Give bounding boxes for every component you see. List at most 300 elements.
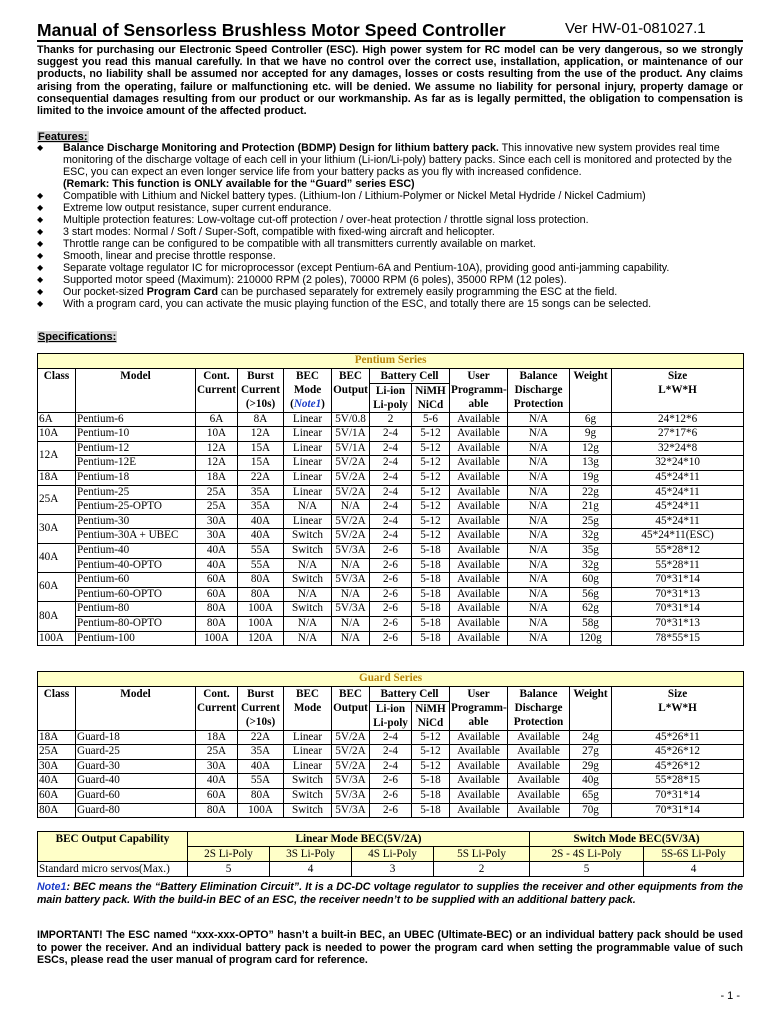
cell-burst-current: 35A [238,745,284,760]
cell-liion: 2-6 [370,573,412,588]
cell-liion: 2-4 [370,759,412,774]
cell-model: Pentium-60-OPTO [76,587,196,602]
feature-item [37,238,747,250]
cell-user-programmable: Available [450,427,508,442]
cell-bec-mode: Switch [284,573,332,588]
hdr-text: Burst [247,369,274,382]
cell-weight: 13g [570,456,612,471]
cell-bec-mode: Switch [284,803,332,818]
cell-liion: 2-4 [370,514,412,529]
cell-nimh: 5-12 [412,441,450,456]
cell-bec-mode: Linear [284,427,332,442]
feature-text: Separate voltage regulator IC for microprocessor (except Pentium-6A and Pentium-10A), providing good anti-jamming capability. [63,262,670,274]
cell-bec-mode: Linear [284,730,332,745]
hdr-text: (>10s) [245,397,276,410]
table-row [38,616,744,631]
bullet-icon: ◆ [37,203,44,212]
cell-nimh: 5-12 [412,745,450,760]
cell-bec-output: 5V/2A [332,470,370,485]
bec-linear-title: Linear Mode BEC(5V/2A) [188,832,530,847]
table-row [38,730,744,745]
cell-cont-current: 12A [196,441,238,456]
cell-bec-output: 5V/1A [332,427,370,442]
bullet-icon: ◆ [37,215,44,224]
cell-bec-mode: Linear [284,514,332,529]
bec-value: 4 [270,862,352,877]
cell-burst-current: 35A [238,500,284,515]
pentium-spec-table [37,353,744,646]
hdr-text: Discharge [514,383,563,396]
cell-bec-mode: Switch [284,774,332,789]
cell-balance: N/A [508,427,570,442]
features-heading: Features: [38,131,88,143]
cell-class: 18A [38,730,76,745]
hdr-text: Output [333,383,368,396]
cell-balance: N/A [508,573,570,588]
cell-weight: 9g [570,427,612,442]
table-row [38,412,744,427]
cell-bec-mode: Switch [284,602,332,617]
hdr-text: BEC [295,369,319,382]
cell-burst-current: 15A [238,441,284,456]
cell-size: 45*24*11 [612,514,744,529]
table-row [38,485,744,500]
hdr-text: Size [667,369,688,382]
cell-liion: 2-4 [370,427,412,442]
cell-burst-current: 40A [238,759,284,774]
cell-size: 70*31*14 [612,788,744,803]
cell-liion: 2-4 [370,730,412,745]
col-header-bec-mode [284,368,332,412]
note1-ref: Note1 [293,397,322,410]
cell-cont-current: 60A [196,788,238,803]
feature-bold: Balance Discharge Monitoring and Protection (BDMP) Design for lithium battery pack. [63,142,499,154]
feature-item [37,298,747,310]
bullet-icon: ◆ [37,191,44,200]
cell-user-programmable: Available [450,573,508,588]
cell-liion: 2-4 [370,500,412,515]
cell-bec-output: 5V/3A [332,573,370,588]
cell-liion: 2-6 [370,587,412,602]
note1-text: : BEC means the “Battery Elimination Circuit”. It is a DC-DC voltage regulator to supplies the receiver and other equipments from the main battery pack. With the build-in BEC of an ESC, the receiver needn’t to be supplied with an additional battery pack. [37,881,743,906]
cell-bec-mode: N/A [284,558,332,573]
cell-model: Guard-80 [76,803,196,818]
cell-user-programmable: Available [450,485,508,500]
hdr-text: Mode [293,701,322,714]
cell-weight: 24g [570,730,612,745]
specifications-heading: Specifications: [38,331,117,343]
cell-size: 45*26*12 [612,759,744,774]
cell-nimh: 5-12 [412,470,450,485]
cell-bec-mode: Linear [284,456,332,471]
cell-model: Guard-30 [76,759,196,774]
cell-weight: 120g [570,631,612,646]
cell-class: 40A [38,774,76,789]
cell-class: 18A [38,470,76,485]
bec-switch-title: Switch Mode BEC(5V/3A) [530,832,744,847]
cell-model: Pentium-30A + UBEC [76,529,196,544]
feature-item [37,202,747,214]
feature-item [37,250,747,262]
cell-cont-current: 25A [196,485,238,500]
cell-liion: 2-6 [370,558,412,573]
cell-bec-output: N/A [332,500,370,515]
cell-cont-current: 60A [196,587,238,602]
cell-cont-current: 6A [196,412,238,427]
cell-bec-mode: Linear [284,441,332,456]
hdr-text: Protection [513,397,564,410]
cell-bec-output: 5V/0.8 [332,412,370,427]
hdr-text: L*W*H [658,383,697,396]
cell-balance: Available [508,759,570,774]
col-header-size [612,368,744,412]
cell-weight: 32g [570,558,612,573]
cell-bec-mode: Switch [284,788,332,803]
bec-title: BEC Output Capability [38,832,188,862]
feature-item [37,226,747,238]
feature-bold: Program Card [146,286,219,298]
table-row [38,427,744,442]
cell-size: 55*28*15 [612,774,744,789]
cell-balance: N/A [508,412,570,427]
cell-model: Pentium-80 [76,602,196,617]
cell-size: 24*12*6 [612,412,744,427]
col-header-bec-output [332,686,370,730]
cell-burst-current: 100A [238,803,284,818]
cell-size: 78*55*15 [612,631,744,646]
guard-spec-table [37,671,744,818]
hdr-text: Current [241,701,280,714]
cell-user-programmable: Available [450,543,508,558]
cell-model: Pentium-25-OPTO [76,500,196,515]
cell-weight: 27g [570,745,612,760]
hdr-text: BEC [295,687,319,700]
cell-size: 45*24*11 [612,500,744,515]
table-row [38,745,744,760]
feature-text: Supported motor speed (Maximum): 210000 RPM (2 poles), 70000 RPM (6 poles), 35000 RPM (12 poles). [63,274,567,286]
cell-burst-current: 40A [238,529,284,544]
cell-user-programmable: Available [450,730,508,745]
guard-series-title: Guard Series [38,672,744,687]
cell-model: Pentium-12E [76,456,196,471]
cell-bec-output: N/A [332,631,370,646]
version-label: Ver HW-01-081027.1 [565,20,706,37]
cell-nimh: 5-18 [412,558,450,573]
cell-size: 70*31*14 [612,803,744,818]
cell-weight: 22g [570,485,612,500]
cell-burst-current: 8A [238,412,284,427]
cell-weight: 62g [570,602,612,617]
features-list [37,142,747,310]
table-row [38,441,744,456]
table-row [38,631,744,646]
cell-weight: 25g [570,514,612,529]
cell-user-programmable: Available [450,587,508,602]
cell-class: 12A [38,441,76,470]
col-header-size [612,686,744,730]
col-header-liion [370,383,412,412]
col-header-model: Model [76,686,196,730]
cell-size: 55*28*11 [612,558,744,573]
bec-value: 5 [188,862,270,877]
cell-nimh: 5-18 [412,774,450,789]
feature-item [37,274,747,286]
cell-bec-mode: Linear [284,412,332,427]
hdr-text: Balance [519,369,558,382]
cell-user-programmable: Available [450,456,508,471]
cell-class: 25A [38,745,76,760]
note1-paragraph [37,881,743,906]
cell-liion: 2-6 [370,788,412,803]
hdr-text: Size [667,687,688,700]
cell-nimh: 5-18 [412,803,450,818]
cell-user-programmable: Available [450,788,508,803]
cell-size: 45*26*11 [612,730,744,745]
cell-liion: 2-6 [370,543,412,558]
bec-col-header: 3S Li-Poly [270,847,352,862]
note1-label: Note1 [37,881,67,893]
cell-weight: 40g [570,774,612,789]
cell-burst-current: 22A [238,730,284,745]
cell-user-programmable: Available [450,558,508,573]
cell-balance: Available [508,788,570,803]
cell-model: Guard-18 [76,730,196,745]
cell-cont-current: 60A [196,573,238,588]
cell-burst-current: 120A [238,631,284,646]
cell-nimh: 5-12 [412,427,450,442]
page-number: - 1 - [720,990,740,1002]
cell-nimh: 5-6 [412,412,450,427]
cell-bec-output: 5V/3A [332,788,370,803]
bec-col-header: 5S Li-Poly [434,847,530,862]
cell-balance: N/A [508,602,570,617]
cell-user-programmable: Available [450,803,508,818]
intro-paragraph: Thanks for purchasing our Electronic Speed Controller (ESC). High power system for RC model can be very dangerous, so we strongly suggest you read this manual carefully. In that we have no control over the correct use, installation, application, or maintenance of our products, no liability shall be assumed nor accepted for any damages, losses or costs resulting from the use of the product. Any claims arising from the operating, failure or malfunctioning etc. will be denied. We assume no liability for personal injury, property damage or consequential damages resulting from our product or our workmanship. As far as is legally permitted, the obligation to compensation is limited to the invoice amount of the affected product. [37,44,743,118]
bullet-icon: ◆ [37,239,44,248]
hdr-text: NiCd [417,398,444,411]
cell-class: 25A [38,485,76,514]
hdr-text: Cont. [203,369,230,382]
cell-nimh: 5-18 [412,573,450,588]
cell-user-programmable: Available [450,412,508,427]
cell-class: 80A [38,803,76,818]
bec-value: 4 [644,862,744,877]
cell-burst-current: 55A [238,543,284,558]
cell-user-programmable: Available [450,441,508,456]
cell-cont-current: 80A [196,602,238,617]
cell-liion: 2-4 [370,470,412,485]
table-row [38,543,744,558]
cell-cont-current: 80A [196,803,238,818]
hdr-text: able [468,715,489,728]
cell-nimh: 5-12 [412,514,450,529]
cell-size: 55*28*12 [612,543,744,558]
cell-weight: 19g [570,470,612,485]
cell-bec-output: N/A [332,616,370,631]
cell-cont-current: 12A [196,456,238,471]
cell-balance: Available [508,803,570,818]
cell-size: 70*31*14 [612,602,744,617]
cell-bec-output: 5V/3A [332,602,370,617]
cell-bec-mode: Switch [284,529,332,544]
cell-size: 45*24*11 [612,485,744,500]
cell-nimh: 5-12 [412,759,450,774]
cell-balance: N/A [508,587,570,602]
cell-model: Pentium-6 [76,412,196,427]
cell-bec-output: N/A [332,587,370,602]
col-header-weight: Weight [570,686,612,730]
cell-bec-output: 5V/2A [332,514,370,529]
cell-class: 30A [38,514,76,543]
bullet-icon: ◆ [37,227,44,236]
cell-user-programmable: Available [450,602,508,617]
hdr-text: Li-ion [375,702,406,715]
cell-bec-output: 5V/2A [332,745,370,760]
cell-cont-current: 40A [196,543,238,558]
col-header-burst [238,686,284,730]
table-row [38,759,744,774]
hdr-text: User [467,369,490,382]
hdr-text: (>10s) [245,715,276,728]
cell-burst-current: 80A [238,587,284,602]
table-row [38,788,744,803]
hdr-text: ( [290,397,294,410]
feature-item [37,286,747,298]
bec-col-header: 4S Li-Poly [352,847,434,862]
feature-text: Our pocket-sized [63,286,147,298]
cell-cont-current: 80A [196,616,238,631]
feature-text: With a program card, you can activate the music playing function of the ESC, and totally there are 15 songs can be selected. [63,298,652,310]
cell-balance: N/A [508,616,570,631]
table-row [38,774,744,789]
cell-burst-current: 22A [238,470,284,485]
feature-item [37,190,747,202]
cell-weight: 70g [570,803,612,818]
hdr-text: Output [333,701,368,714]
page-header [37,20,743,42]
hdr-text: Programm- [451,383,507,396]
col-header-cont [196,368,238,412]
cell-balance: N/A [508,441,570,456]
cell-weight: 29g [570,759,612,774]
cell-balance: Available [508,730,570,745]
col-header-model: Model [76,368,196,412]
cell-balance: N/A [508,558,570,573]
cell-nimh: 5-12 [412,730,450,745]
cell-weight: 32g [570,529,612,544]
cell-liion: 2-6 [370,616,412,631]
cell-user-programmable: Available [450,514,508,529]
col-header-balance [508,686,570,730]
cell-bec-output: 5V/2A [332,730,370,745]
table-row [38,500,744,515]
cell-burst-current: 55A [238,558,284,573]
cell-cont-current: 40A [196,558,238,573]
cell-cont-current: 30A [196,759,238,774]
hdr-text: Li-poly [373,716,408,729]
hdr-text: NiMH [415,702,446,715]
cell-liion: 2-4 [370,456,412,471]
hdr-text: NiMH [415,384,446,397]
bec-value: 5 [530,862,644,877]
bullet-icon: ◆ [37,251,44,260]
cell-bec-mode: N/A [284,587,332,602]
cell-size: 45*26*12 [612,745,744,760]
cell-balance: N/A [508,470,570,485]
cell-model: Pentium-10 [76,427,196,442]
cell-liion: 2-6 [370,631,412,646]
cell-size: 70*31*14 [612,573,744,588]
cell-balance: N/A [508,500,570,515]
col-header-nimh [412,701,450,730]
hdr-text: able [468,397,489,410]
col-header-nimh [412,383,450,412]
cell-nimh: 5-18 [412,587,450,602]
cell-class: 60A [38,573,76,602]
cell-liion: 2-4 [370,441,412,456]
feature-text: Multiple protection features: Low-voltage cut-off protection / over-heat protection / throttle signal loss protection. [63,214,589,226]
cell-nimh: 5-18 [412,543,450,558]
feature-item [37,142,747,190]
hdr-text: L*W*H [658,701,697,714]
feature-text: Smooth, linear and precise throttle response. [63,250,276,262]
cell-user-programmable: Available [450,759,508,774]
cell-model: Pentium-40-OPTO [76,558,196,573]
bec-capability-table [37,831,744,877]
cell-bec-output: 5V/2A [332,759,370,774]
cell-nimh: 5-18 [412,616,450,631]
cell-cont-current: 18A [196,730,238,745]
hdr-text: ) [321,397,325,410]
col-header-weight: Weight [570,368,612,412]
hdr-text: Li-poly [373,398,408,411]
table-row [38,573,744,588]
feature-text: This innovative new system provides real time monitoring of the discharge voltage of each cell in your lithium (Li-ion/Li-poly) battery packs. Since each cell is monitored and protected by the ESC, you can expect an even longer service life from your battery packs as you fly with increased confidence. [63,142,732,178]
cell-weight: 12g [570,441,612,456]
cell-nimh: 5-18 [412,631,450,646]
feature-item [37,214,747,226]
table-row [38,456,744,471]
cell-user-programmable: Available [450,745,508,760]
hdr-text: NiCd [417,716,444,729]
cell-burst-current: 100A [238,602,284,617]
cell-cont-current: 30A [196,529,238,544]
col-header-balance [508,368,570,412]
cell-bec-output: 5V/3A [332,543,370,558]
cell-cont-current: 25A [196,745,238,760]
cell-bec-mode: Linear [284,759,332,774]
cell-bec-mode: Linear [284,485,332,500]
cell-bec-output: 5V/3A [332,803,370,818]
table-row [38,514,744,529]
hdr-text: Programm- [451,701,507,714]
cell-liion: 2-4 [370,485,412,500]
cell-liion: 2-4 [370,529,412,544]
hdr-text: BEC [338,687,362,700]
table-row [38,558,744,573]
cell-balance: N/A [508,543,570,558]
page-title: Manual of Sensorless Brushless Motor Speed Controller [37,20,506,40]
cell-size: 70*31*13 [612,587,744,602]
hdr-text: Li-ion [375,384,406,397]
col-header-class: Class [38,368,76,412]
cell-model: Pentium-25 [76,485,196,500]
cell-bec-output: 5V/2A [332,529,370,544]
cell-user-programmable: Available [450,616,508,631]
hdr-text: User [467,687,490,700]
cell-size: 45*24*11 [612,470,744,485]
bullet-icon: ◆ [37,263,44,272]
